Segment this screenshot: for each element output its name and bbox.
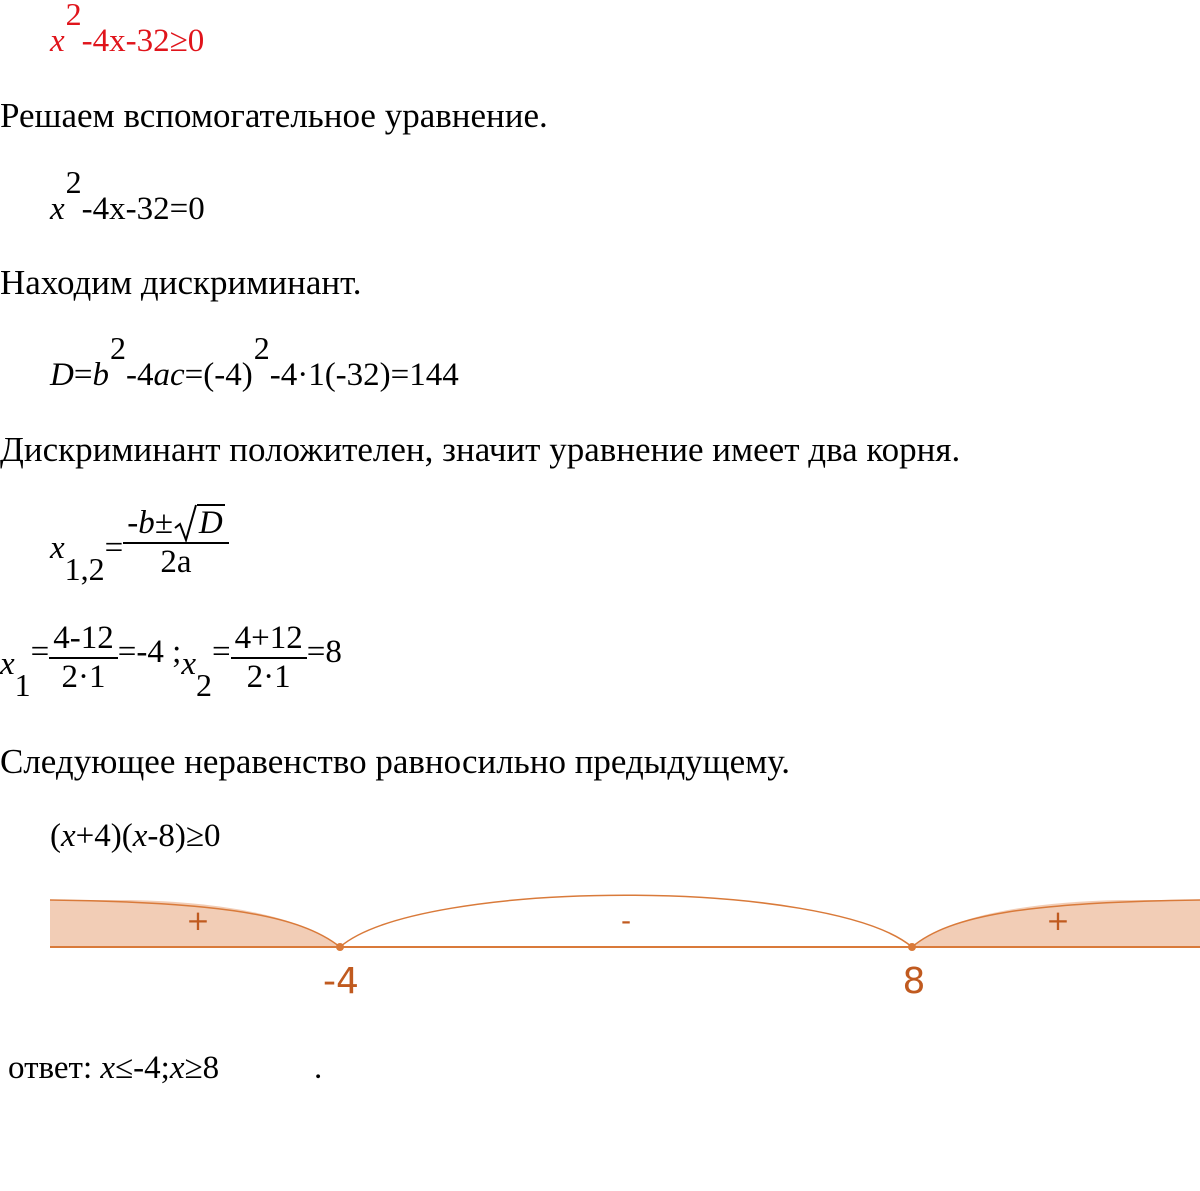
point-8 (908, 943, 916, 951)
factor-part: +4)( (75, 818, 133, 854)
inequality-rest: -4x-32≥0 (81, 23, 205, 59)
label-8: 8 (902, 961, 926, 1000)
var-d: D (50, 357, 74, 393)
answer-part-1: ≤-4; (115, 1050, 170, 1086)
sign-middle: - (620, 904, 632, 937)
var-x1: x (0, 645, 15, 682)
subscript-1: 1 (14, 666, 31, 703)
exponent: 2 (65, 164, 82, 200)
quadratic-formula (50, 505, 229, 588)
var-b: b (92, 357, 109, 393)
var-ac: ac (153, 357, 185, 393)
equals: = (30, 633, 50, 670)
exponent: 2 (253, 330, 270, 366)
original-inequality (50, 0, 205, 60)
sqrt (173, 504, 225, 542)
var-x: x (100, 1050, 116, 1086)
root1-result: =-4 ; (117, 633, 182, 670)
roots-line (0, 620, 342, 703)
denominator (123, 544, 228, 581)
discriminant-result: -4·1(-32)=144 (269, 357, 459, 393)
point-minus-4 (336, 943, 344, 951)
equals: = (104, 530, 124, 567)
label-minus-4: -4 (323, 961, 359, 1000)
exponent: 2 (65, 0, 82, 32)
step-find-discriminant: Находим дискриминант. (0, 263, 362, 302)
equation-rest: -4x-32=0 (81, 191, 205, 227)
radicand: D (198, 505, 223, 541)
trailing-dot: . (314, 1050, 323, 1086)
substitution: =(-4) (184, 357, 253, 393)
paren: ( (50, 818, 61, 854)
root2-fraction (231, 620, 307, 696)
minus-four: -4 (125, 357, 154, 393)
factor-part: -8)≥0 (147, 818, 221, 854)
step-equivalent: Следующее неравенство равносильно предыдущему. (0, 742, 791, 781)
root1-denominator: 2·1 (61, 659, 106, 695)
answer (8, 1050, 219, 1087)
root1-fraction (49, 620, 118, 696)
step-solve-auxiliary: Решаем вспомогательное уравнение. (0, 96, 548, 135)
var-x: x (132, 818, 148, 854)
equals: = (73, 357, 93, 393)
var-x: x (169, 1050, 185, 1086)
sign-left: + (186, 904, 210, 937)
var-x: x (50, 191, 65, 227)
root2-numerator: 4+12 (234, 620, 303, 656)
formula-fraction (123, 504, 228, 581)
auxiliary-equation (50, 164, 205, 228)
sign-number-line (0, 890, 1200, 1000)
root2-result: =8 (306, 633, 342, 670)
step-two-roots: Дискриминант положителен, значит уравнение имеет два корня. (0, 430, 961, 469)
root2-denominator: 2·1 (246, 659, 291, 695)
radical-sign-icon (173, 504, 197, 544)
answer-part-2: ≥8 (184, 1050, 220, 1086)
equals: = (211, 633, 231, 670)
root1-numerator: 4-12 (53, 620, 114, 656)
neg-b-plus-minus: -b± (127, 505, 173, 541)
exponent: 2 (109, 330, 126, 366)
numerator (123, 504, 228, 542)
subscript-2: 2 (195, 666, 212, 703)
two-a: 2a (160, 544, 192, 580)
subscript: 1,2 (64, 551, 105, 588)
var-x: x (50, 23, 65, 59)
factored-inequality (50, 818, 221, 855)
var-x2: x (181, 645, 196, 682)
answer-label: ответ: (8, 1050, 101, 1086)
var-x: x (50, 530, 65, 567)
sign-right: + (1046, 904, 1070, 937)
var-x: x (61, 818, 76, 854)
discriminant-formula (50, 330, 459, 394)
